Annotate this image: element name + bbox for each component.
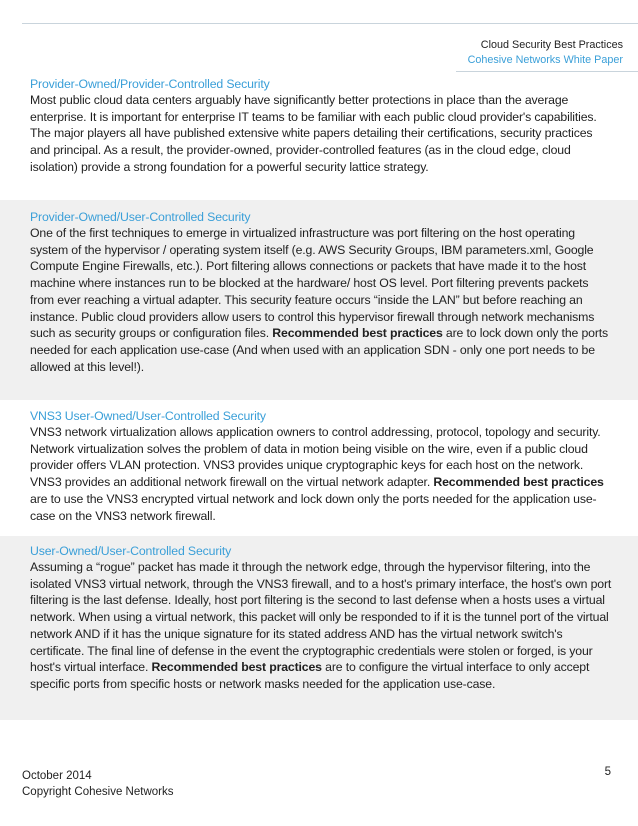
body-text: Assuming a “rogue” packet has made it through the network edge, through the hypervisor filtering, into the isolated VNS3 virtual network, through the VNS3 firewall, and to a host's primary interface, the host's own port filtering is the last defense. Ideally, host port filtering is the second to last defense when a hosts uses a virtual network. When using a virtual network, this packet will only be responded to if it is the tunnel port of the virtual network AND if it has the unique signature for its stated address AND has the virtual network switch's certificate. The final line of defense in the event the cryptographic credentials were stolen or forged, is your host's virtual interface. (30, 560, 612, 675)
footer-copyright: Copyright Cohesive Networks (22, 785, 174, 798)
section-body (30, 225, 614, 375)
header-subtitle: Cohesive Networks White Paper (467, 54, 623, 66)
section-title: Provider-Owned/User-Controlled Security (30, 210, 251, 224)
section-body (30, 559, 614, 693)
header-title: Cloud Security Best Practices (480, 39, 623, 51)
header-rule (456, 71, 638, 72)
body-text: are to configure the virtual interface to only accept specific ports from specific hosts or network masks needed for the application use-case. (30, 660, 590, 691)
page-number: 5 (604, 766, 611, 778)
section-provider-owned-provider-controlled (0, 76, 638, 196)
body-text: One of the first techniques to emerge in virtualized infrastructure was port filtering on the host operating system of the hypervisor / operating system itself (e.g. AWS Security Groups, IBM parameters.xml, Google Compute Engine Firewalls, etc.). Port filtering allows connections or packets that have made it to the host machine where instances run to be blocked at the hardware/ host OS level. Port filtering prevents packets from ever reaching a virtual adapter. This security feature occurs “inside the LAN” but before reaching an instance. Public cloud providers allow users to control this hypervisor firewall through network mechanisms such as security groups or configuration files. (30, 226, 595, 341)
body-text: are to lock down only the ports needed for each application use-case (And when used with an application SDN - only one port needs to be allowed at this level!). (30, 326, 609, 374)
body-text: VNS3 network virtualization allows application owners to control addressing, protocol, topology and security. Network virtualization solves the problem of data in motion being visible on the wire, even if a public cloud provider offers VLAN protection. VNS3 provides unique cryptographic keys for each host on the network. VNS3 provides an additional network firewall on the virtual network adapter. (30, 425, 601, 490)
top-rule (22, 23, 638, 24)
page-header (468, 38, 623, 68)
best-practice-emphasis: Recommended best practices (272, 326, 443, 341)
section-title: VNS3 User-Owned/User-Controlled Security (30, 409, 266, 423)
footer-date: October 2014 (22, 770, 92, 782)
section-vns3-user-owned-user-controlled (0, 408, 638, 532)
section-body (30, 424, 614, 524)
best-practice-emphasis: Recommended best practices (433, 475, 604, 490)
section-body: Most public cloud data centers arguably have significantly better protections in place than the average enterprise. It is important for enterprise IT teams to be familiar with each public cloud provider's capabilities. The major players all have published extensive white papers detailing their certifications, security practices and principal. As a result, the provider-owned, provider-controlled features (as in the cloud edge, cloud isolation) provide a strong foundation for a powerful security lattice strategy. (30, 93, 597, 174)
section-provider-owned-user-controlled (0, 200, 638, 400)
best-practice-emphasis: Recommended best practices (151, 660, 322, 675)
body-text: are to use the VNS3 encrypted virtual network and lock down only the ports needed for the application use-case on the VNS3 network firewall. (30, 491, 597, 523)
page-footer (22, 769, 173, 800)
section-title: User-Owned/User-Controlled Security (30, 544, 232, 558)
section-title: Provider-Owned/Provider-Controlled Security (30, 77, 270, 91)
section-user-owned-user-controlled (0, 536, 638, 720)
